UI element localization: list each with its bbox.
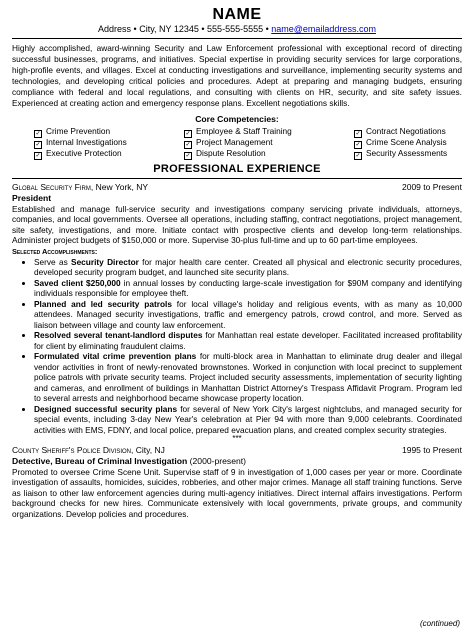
list-item: • Designed successful security plans for several of New York City's largest nightclubs, and managed security for special events, including 3-day New Year's celebration at Pier 94 with more than 9,000 celebrants. Coordinated activities with EMS, FDNY, and local police, prepared evacuation plans, and created complex security strategies. [34, 404, 462, 436]
job1-employer-line [12, 182, 148, 193]
job1-title: President [12, 193, 52, 203]
job2-description: Promoted to oversee Crime Scene Unit. Supervise staff of 9 in investigation of 1,000 cases per year or more. Coordinate investigation of assaults, homicides, suicides, robberies, and other major crimes. Manage all staff training functions. Serve as liaison to other law enforcement agencies during multi-agency initiatives. Direct internal affairs investigations. Perform background checks for new hires. Communicate extensively with local governments, private groups, and community organizations. Develop policies and procedures. [12, 466, 462, 519]
checkbox-icon: ✓ [355, 152, 361, 159]
experience-heading: PROFESSIONAL EXPERIENCE [153, 163, 321, 175]
competency-item: ✓ Employee & Staff Training [185, 126, 292, 137]
job1-description: Established and manage full-service security and investigations company servicing private individuals, attorneys, companies, and local governments. Oversee all operations, including staffing, contract negotiations, project management, site safety, investigations, and more. Initiate contact with prospective clients and develop long-term relationships. Administer project budgets of $150,000 or more. Supervise 30-plus full-time and up to 60 part-time employees. [12, 203, 462, 245]
checkbox-icon: ✓ [35, 152, 41, 159]
job1-employer: Global Security Firm, [12, 182, 94, 192]
contact-line [12, 24, 462, 35]
list-item: • Saved client $250,000 in annual losses by conducting large-scale investigation for $90M company and identifying individuals responsible for employee theft. [34, 278, 462, 299]
email-link[interactable]: name@emailaddress.com [271, 24, 376, 34]
competency-item: ✓ Dispute Resolution [185, 148, 266, 159]
job1-dates: 2009 to Present [401, 182, 462, 192]
job2-dates: 1995 to Present [401, 445, 462, 455]
job1-header [12, 182, 462, 193]
competency-item: ✓ Project Management [185, 137, 273, 148]
competencies-grid [34, 126, 462, 159]
job2-header [12, 445, 462, 456]
job2-title-line [12, 456, 462, 467]
summary-paragraph: Highly accomplished, award-winning Security and Law Enforcement professional with exceptional record of directing successful businesses, programs, and initiatives. Special expertise in providing security services for large corporations, high-profile events, and villages. Excel at conducting investigations and surveillance, implementing security systems and technologies, and developing critical policies and procedures. Adept at preparing and managing budgets, ensuring compliance with federal and local regulations, and consulting with clients on HR, security, and site safety issues. Experienced at creating action and emergency response plans. Excellent negotiations skills. [12, 43, 462, 108]
competencies-heading: Core Competencies: [195, 114, 279, 124]
list-item: • Resolved several tenant-landlord disputes for Manhattan real estate developer. Facilitated increased profitability for client by eliminating fraudulent claims. [34, 330, 462, 351]
competency-item: ✓ Crime Scene Analysis [355, 137, 447, 148]
experience-divider [12, 178, 462, 179]
competency-item: ✓ Security Assessments [355, 148, 448, 159]
job2-employer: County Sheriff's Police Division, [12, 445, 134, 455]
checkbox-icon: ✓ [185, 130, 191, 137]
job2-employer-line [12, 445, 165, 456]
header-divider [12, 38, 462, 39]
competency-item: ✓ Executive Protection [35, 148, 122, 159]
contact-details: Address • City, NY 12345 • 555-555-5555 • [98, 24, 272, 34]
job2-title: Detective, Bureau of Criminal Investigation [12, 456, 188, 466]
checkbox-icon: ✓ [185, 141, 191, 148]
list-item: • Formulated vital crime prevention plans for multi-block area in Manhattan to eliminate drug dealer and illegal vendor activities in front of newly-renovated brownstones. Worked in conjunction with local precinct to supplement police patrols with private security teams. Project included security assessments, implementation of security lighting and cameras, and enrollment of buildings in Manhattan District Attorney's Trespass Affidavit Program. Program led to several arrests and neighborhood became showcase property location. [34, 351, 462, 404]
checkbox-icon: ✓ [355, 130, 361, 137]
job2-location: City, NJ [133, 445, 165, 455]
continued-note: (continued) [419, 619, 460, 628]
list-item: • Serve as Security Director for major health care center. Created all physical and electronic security procedures, developed security program budget, and launched site security plans. [34, 257, 462, 278]
accomplishments-list [12, 257, 462, 436]
job1-location: New York, NY [93, 182, 149, 192]
competency-item: ✓ Contract Negotiations [355, 126, 446, 137]
section-separator: *** [232, 434, 242, 443]
checkbox-icon: ✓ [355, 141, 361, 148]
checkbox-icon: ✓ [185, 152, 191, 159]
accomplishments-heading: Selected Accomplishments: [12, 246, 98, 256]
resume-name: NAME [212, 6, 262, 23]
job2-title-dates: (2000-present) [187, 456, 247, 466]
checkbox-icon: ✓ [35, 130, 41, 137]
list-item: • Planned and led security patrols for local village's holiday and religious events, with as many as 10,000 attendees. Managed security investigations, traffic and emergency patrols, crowd control, and more. Served as liaison between village and county law enforcement. [34, 299, 462, 331]
competency-item: ✓ Crime Prevention [35, 126, 111, 137]
checkbox-icon: ✓ [35, 141, 41, 148]
competency-item: ✓ Internal Investigations [35, 137, 127, 148]
